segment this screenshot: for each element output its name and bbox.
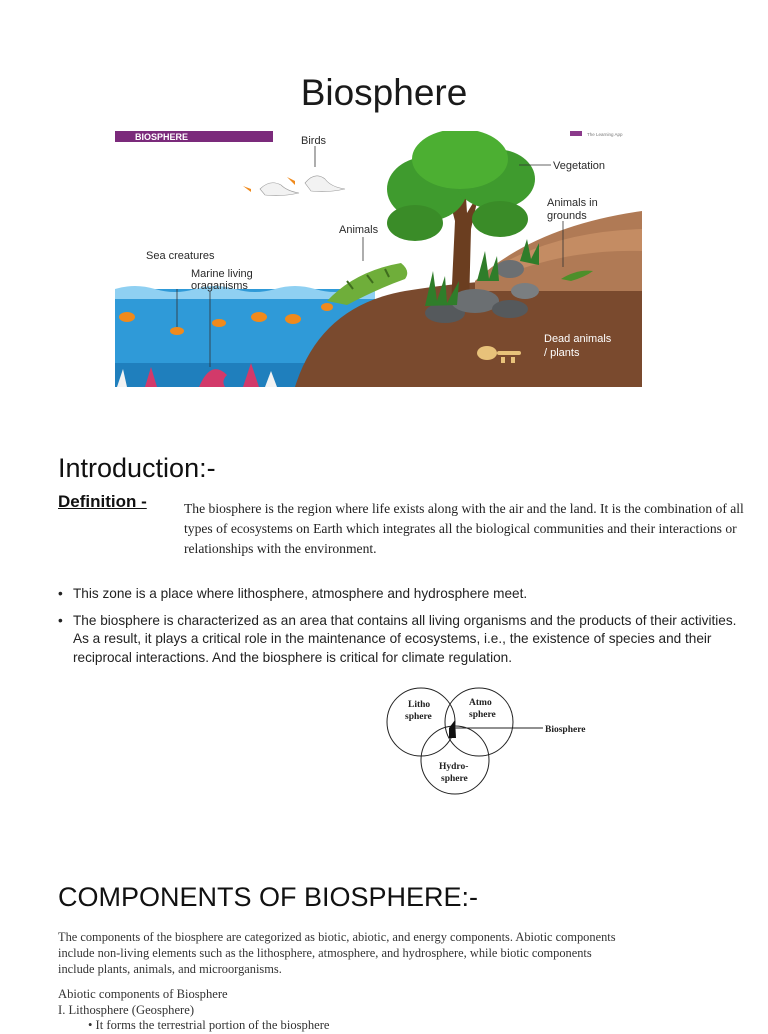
definition-label: Definition - (58, 492, 147, 511)
biosphere-illustration (115, 131, 642, 387)
introduction-heading: Introduction:- (58, 453, 216, 483)
venn-label-hydro: Hydro- (439, 762, 469, 772)
intro-bullet-list (58, 585, 738, 675)
components-intro-text: The components of the biosphere are categorized as biotic, abiotic, and energy components. Abiotic components include non-living elements such as the lithosphere, atmosphere, and hydrosphere, while biotic components include plants, animals, and microorganisms. (58, 930, 616, 976)
label-animals-in-grounds-1: Animals in (547, 197, 598, 209)
label-dead-animals-2: / plants (544, 347, 580, 359)
venn-label-atmo-2: sphere (469, 710, 496, 720)
label-animals: Animals (339, 224, 379, 236)
label-marine-2: oraganisms (191, 280, 248, 292)
list-item: • The biosphere is characterized as an area that contains all living organisms and the products of their activities. As a result, it plays a critical role in the maintenance of ecosystems, i.e., the existence of species and their reciprocal interactions. And the biosphere is critical for climate regulation. (58, 612, 738, 668)
components-heading: COMPONENTS OF BIOSPHERE:- (58, 882, 479, 912)
brand-text: The Learning App (587, 132, 623, 137)
venn-label-hydro-2: sphere (441, 774, 468, 784)
label-animals-in-grounds-2: grounds (547, 210, 587, 222)
venn-diagram (383, 680, 613, 800)
lithosphere-bullet: • It forms the terrestrial portion of the biosphere (88, 1018, 330, 1032)
label-marine-1: Marine living (191, 268, 253, 280)
venn-label-litho-2: sphere (405, 712, 432, 722)
venn-label-atmo: Atmo (469, 698, 492, 708)
venn-label-biosphere: Biosphere (545, 725, 586, 735)
label-vegetation: Vegetation (553, 160, 605, 172)
abiotic-title: Abiotic components of Biosphere (58, 987, 228, 1001)
definition-text: The biosphere is the region where life exists along with the air and the land. It is the combination of all types of ecosystems on Earth which integrates all the biological communities and their interactions or relationships with the environment. (184, 501, 744, 556)
banner (115, 131, 273, 142)
abiotic-section (58, 987, 330, 1034)
biosphere-intersection (449, 720, 456, 738)
banner-text: BIOSPHERE (135, 132, 189, 142)
label-birds: Birds (301, 135, 327, 147)
page-title: Biosphere (300, 72, 468, 113)
list-item: • This zone is a place where lithosphere, atmosphere and hydrosphere meet. (58, 585, 738, 604)
label-dead-animals-1: Dead animals (544, 333, 612, 345)
lithosphere-title: I. Lithosphere (Geosphere) (58, 1002, 195, 1017)
venn-label-litho: Litho (408, 700, 431, 710)
label-sea-creatures: Sea creatures (146, 250, 215, 262)
